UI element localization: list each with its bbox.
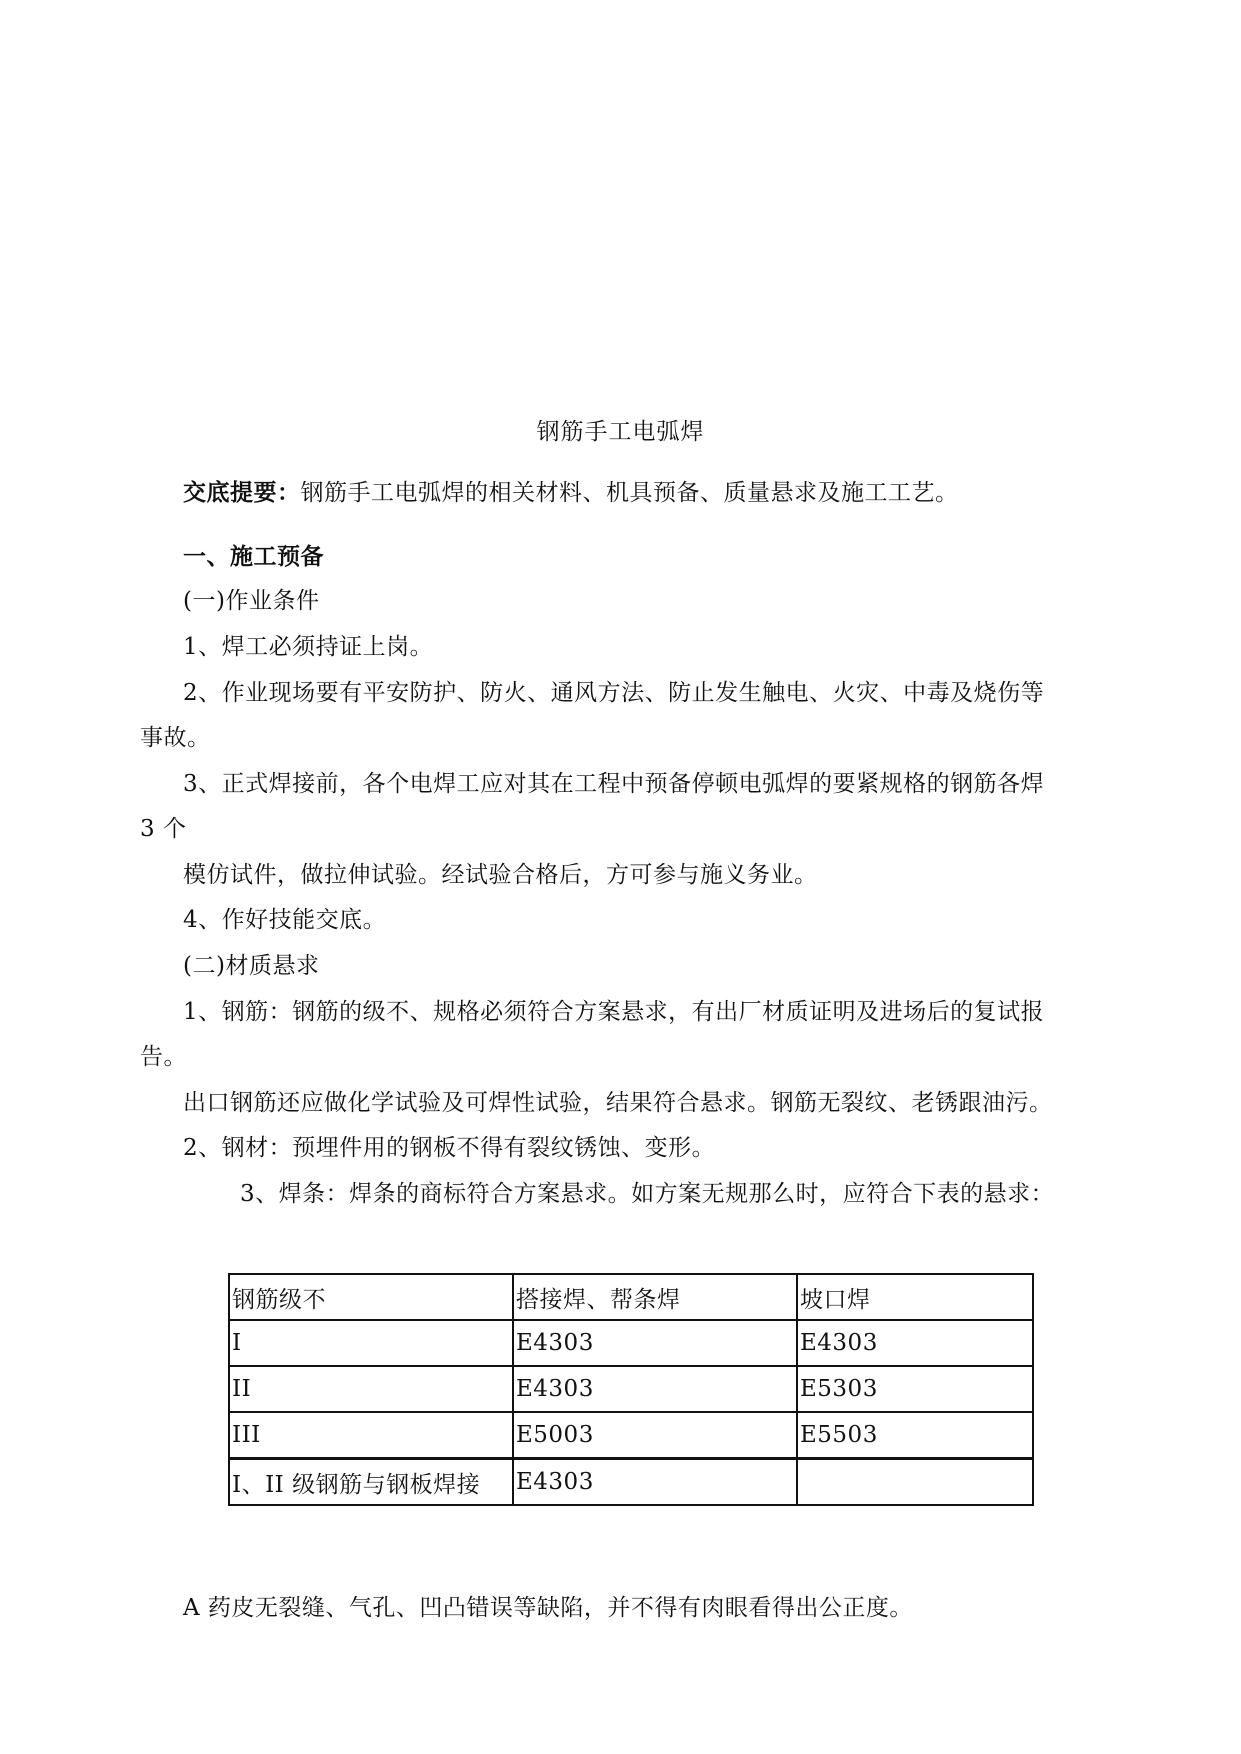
table-row bbox=[229, 1459, 1033, 1506]
table-header-row bbox=[229, 1274, 1033, 1320]
paragraph-line: 1、钢筋：钢筋的级不、规格必须符合方案悬求，有出厂材质证明及进场后的复试报 bbox=[183, 999, 1045, 1025]
paragraph-line: 3 个 bbox=[140, 816, 187, 842]
paragraph-line: 2、作业现场要有平安防护、防火、通风方法、防止发生触电、火灾、中毒及烧伤等 bbox=[183, 680, 1045, 706]
table-cell: E4303 bbox=[797, 1320, 1033, 1366]
section-heading-preparation: 一、施工预备 bbox=[183, 544, 324, 570]
paragraph-line: 3、焊条：焊条的商标符合方案悬求。如方案无规那么时，应符合下表的悬求： bbox=[240, 1181, 1055, 1207]
table-cell: E4303 bbox=[513, 1459, 797, 1506]
summary-line bbox=[183, 478, 959, 508]
summary-label: 交底提要： bbox=[183, 480, 301, 506]
table-header-cell: 搭接焊、帮条焊 bbox=[513, 1274, 797, 1320]
table-cell bbox=[797, 1459, 1033, 1506]
footer-note: A 药皮无裂缝、气孔、凹凸错误等缺陷，并不得有肉眼看得出公正度。 bbox=[183, 1595, 913, 1621]
table-cell: E4303 bbox=[513, 1366, 797, 1412]
table-row bbox=[229, 1320, 1033, 1366]
paragraph-line: 2、钢材：预埋件用的钢板不得有裂纹锈蚀、变形。 bbox=[183, 1135, 716, 1161]
table-cell: E5003 bbox=[513, 1412, 797, 1459]
table-header-cell: 钢筋级不 bbox=[229, 1274, 513, 1320]
paragraph-line: 事故。 bbox=[140, 725, 211, 751]
paragraph-line: 3、正式焊接前，各个电焊工应对其在工程中预备停顿电弧焊的要紧规格的钢筋各焊 bbox=[183, 771, 1045, 797]
paragraph-line: 出口钢筋还应做化学试验及可焊性试验，结果符合悬求。钢筋无裂纹、老锈跟油污。 bbox=[183, 1090, 1053, 1116]
table-cell: I bbox=[229, 1320, 513, 1366]
table-cell: II bbox=[229, 1366, 513, 1412]
electrode-table bbox=[228, 1273, 1034, 1506]
paragraph-line: 告。 bbox=[140, 1044, 187, 1070]
paragraph-line: 模仿试件，做拉伸试验。经试验合格后，方可参与施义务业。 bbox=[183, 862, 818, 888]
table-cell: E5303 bbox=[797, 1366, 1033, 1412]
table-row bbox=[229, 1366, 1033, 1412]
paragraph-line: 4、作好技能交底。 bbox=[183, 907, 387, 933]
paragraph-line: 1、焊工必须持证上岗。 bbox=[183, 634, 434, 660]
summary-text: 钢筋手工电弧焊的相关材料、机具预备、质量悬求及施工工艺。 bbox=[300, 480, 959, 506]
table-cell: III bbox=[229, 1412, 513, 1459]
table-cell: E5503 bbox=[797, 1412, 1033, 1459]
table-cell: I、II 级钢筋与钢板焊接 bbox=[229, 1459, 513, 1506]
table-row bbox=[229, 1412, 1033, 1459]
document-title: 钢筋手工电弧焊 bbox=[536, 419, 705, 445]
table-header-cell: 坡口焊 bbox=[797, 1274, 1033, 1320]
subsection-heading-materials: (二)材质悬求 bbox=[183, 953, 320, 979]
subsection-heading-conditions: (一)作业条件 bbox=[183, 588, 320, 614]
table-cell: E4303 bbox=[513, 1320, 797, 1366]
